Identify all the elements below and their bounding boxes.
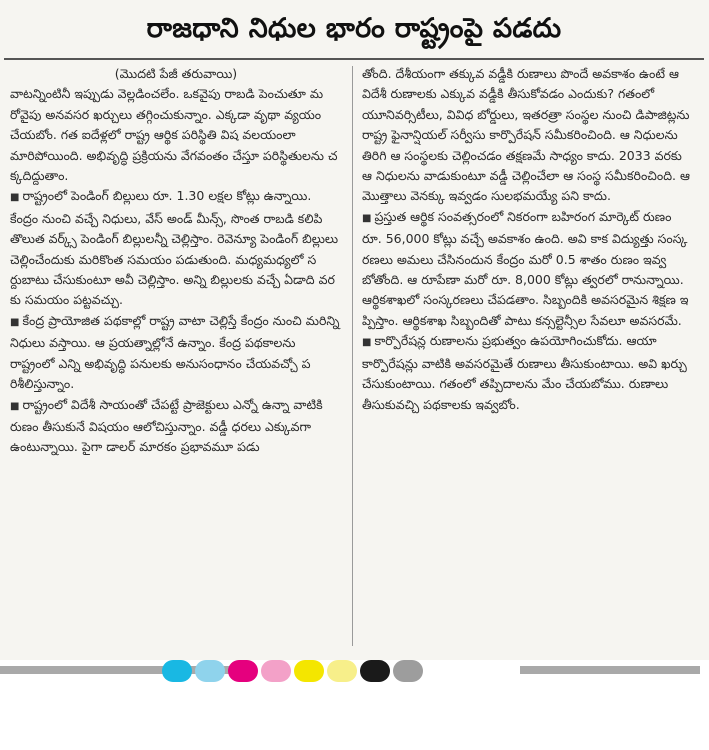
color-swatch (162, 660, 192, 682)
color-registration-strip (162, 660, 423, 682)
left-column (10, 64, 342, 458)
article-paragraph (362, 64, 694, 207)
paragraph-text: కేంద్ర ప్రాయోజిత పథకాల్లో రాష్ట్ర వాటా చెల్లిస్తే కేంద్రం నుంచి మరిన్ని నిధులు వస్తాయి. ఆ ప్రయత్నాల్లోనే ఉన్నాం. కేంద్ర పథకాలను రాష్ట్రంలో ఎన్ని అభివృద్ధి పనులకు అనుసంధానం చేయవచ్చో పరిశీలిస్తున్నాం. (10, 312, 340, 392)
article-paragraph (10, 395, 342, 458)
article-paragraph (362, 331, 694, 415)
column-divider (352, 66, 353, 646)
headline: రాజధాని నిధుల భారం రాష్ట్రంపై పడదు (146, 13, 562, 44)
square-bullet-icon: ■ (10, 400, 20, 412)
color-swatch (327, 660, 357, 682)
square-bullet-icon: ■ (10, 316, 20, 328)
headline-rule (4, 58, 704, 60)
article-paragraph (10, 311, 342, 395)
article-paragraph (10, 186, 342, 310)
continuation-subhead: (మొదటి పేజీ తరువాయి) (114, 66, 238, 81)
paragraph-text: కార్పొరేషన్ల రుణాలను ప్రభుత్వం ఉపయోగించుకోదు. ఆయా కార్పొరేషన్లు వాటికి అవసరమైతే రుణాలు తీసుకుంటాయి. అవి ఖర్చు చేసుకుంటాయి. గతంలో తప్పిదాలను మేం చేయబోము. రుణాలు తీసుకువచ్చి పథకాలకు ఇవ్వబోం. (362, 333, 687, 412)
square-bullet-icon: ■ (10, 192, 20, 204)
square-bullet-icon: ■ (362, 212, 372, 224)
blank-margin (0, 690, 709, 750)
square-bullet-icon: ■ (362, 337, 372, 349)
print-bar-right (520, 666, 700, 674)
color-swatch (294, 660, 324, 682)
paragraph-text: రాష్ట్రంలో పెండింగ్ బిల్లులు రూ. 1.30 లక్షల కోట్లు ఉన్నాయి. కేంద్రం నుంచి వచ్చే నిధులు, వేస్ అండ్ మీన్స్, సొంత రాబడి కలిపి తొలుత వర్క్స్ పెండింగ్ బిల్లులన్నీ చెల్లిస్తాం. రెవెన్యూ పెండింగ్ బిల్లులు చెల్లించేందుకు మరికొంత సమయం పడుతుంది. మధ్యమధ్యలో సర్దుబాటు చేసుకుంటూ అవీ చెల్లిస్తాం. అన్ని బిల్లులకు వచ్చే ఏడాది వరకు సమయం పట్టవచ్చు. (10, 188, 339, 308)
paragraph-text: రాష్ట్రంలో విదేశీ సాయంతో చేపట్టే ప్రాజెక్టులు ఎన్నో ఉన్నా వాటికి రుణం తీసుకునే విషయం ఆలోచిస్తున్నాం. వడ్డీ ధరలు ఎక్కువగా ఉంటున్నాయి. పైగా డాలర్ మారకం ప్రభావమూ పడు (10, 396, 323, 455)
paragraph-text: వాటన్నింటినీ ఇప్పుడు వెల్లడించలేం. ఒకవైపు రాబడి పెంచుతూ మరోవైపు అనవసర ఖర్చులు తగ్గించుకున్నాం. ఎక్కడా వృథా వ్యయం చేయబోం. గత ఐదేళ్లలో రాష్ట్ర ఆర్థిక పరిస్థితి విష వలయంలా మారిపోయింది. అభివృద్ధి ప్రక్రియను వేగవంతం చేస్తూ పరిస్థితులను చక్కదిద్దుతాం. (10, 86, 338, 184)
color-swatch (228, 660, 258, 682)
right-column (362, 64, 694, 415)
color-swatch (393, 660, 423, 682)
paragraph-text: తోంది. దేశీయంగా తక్కువ వడ్డీకి రుణాలు పొందే అవకాశం ఉంటే ఆ విదేశీ రుణాలకు ఎక్కువ వడ్డీకి తీసుకోవడం ఎందుకు? గతంలో యూనివర్సిటీలు, వివిధ బోర్డులు, ఇతరత్రా సంస్థల నుంచి డిపాజిట్లను రాష్ట్ర ఫైనాన్షియల్ సర్వీసు కార్పొరేషన్ సమీకరించింది. ఆ నిధులను తిరిగి ఆ సంస్థలకు చెల్లించడం తక్షణమే సాధ్యం కాదు. 2033 వరకు ఆ నిధులను వాడుకుంటూ వడ్డీ చెల్లించేలా ఆ సంస్థ సమీకరించింది. ఆ మొత్తాలు వెనక్కు ఇవ్వడం సులభమయ్యే పని కాదు. (362, 66, 690, 204)
color-swatch (360, 660, 390, 682)
article-paragraph (362, 207, 694, 331)
color-swatch (195, 660, 225, 682)
color-swatch (261, 660, 291, 682)
article-paragraph (10, 84, 342, 186)
paragraph-text: ప్రస్తుత ఆర్థిక సంవత్సరంలో నికరంగా బహిరంగ మార్కెట్ రుణం రూ. 56,000 కోట్లు వచ్చే అవకాశం ఉంది. అవి కాక విద్యుత్తు సంస్కరణలు అమలు చేసినందున కేంద్రం మరో 0.5 శాతం రుణం ఇవ్వబోతోంది. ఆ రూపేణా మరో రూ. 8,000 కోట్లు త్వరలో రానున్నాయి. ఆర్థికశాఖలో సంస్కరణలు చేపడతాం. సిబ్బందికి అవసరమైన శిక్షణ ఇప్పిస్తాం. ఆర్థికశాఖ సిబ్బందితో పాటు కన్సల్టెన్సీల సేవలూ అవసరమే. (362, 208, 689, 328)
